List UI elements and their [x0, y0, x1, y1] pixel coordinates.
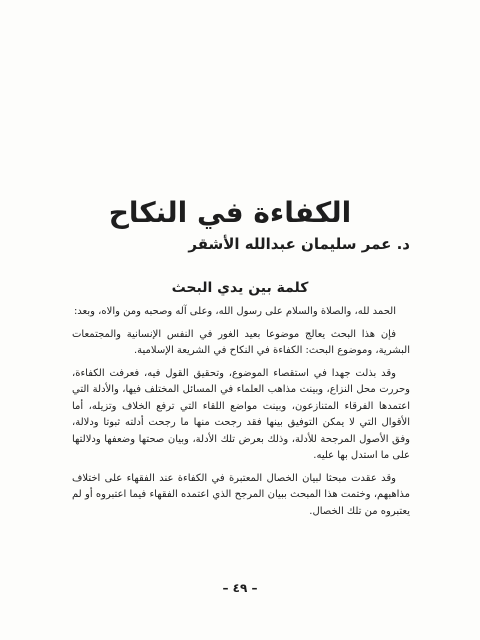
- author-name: د. عمر سليمان عبدالله الأشقر: [188, 235, 410, 253]
- paragraph: الحمد لله، والصلاة والسلام على رسول الله، وعلى آله وصحبه ومن والاه، وبعد:: [73, 306, 396, 317]
- paragraph: وقد عقدت مبحثا لبيان الخصال المعتبرة في الكفاءة عند الفقهاء على اختلاف مذاهبهم، وختمت هذا المبحث ببيان المرجح الذي اعتمده الفقهاء فيما اعتبروه أو لم يعتبروه من تلك الخصال.: [72, 472, 410, 517]
- page-number: – ٤٩ –: [222, 581, 258, 595]
- paragraph: وقد بذلت جهدا في استقصاء الموضوع، وتحقيق القول فيه، فعرفت الكفاءة، وحررت محل النزاع، وبينت مذاهب العلماء في المسائل المختلف فيها، والأدلة التي اعتمدها الفرقاء المتنازعون، وبينت مواضع اللقاء التي ترفع الخلاف وتزيله، أما الأقوال التي لا يمكن التوفيق بينها فقد رجحت منها ما رجحت أدلته ثبوتا ودلالة، وفق الأصول المرجحة للأدلة، وذلك بعرض تلك الأدلة، وبيان صحتها وضعفها ودلالتها على ما استدل بها عليه.: [72, 367, 410, 461]
- section-heading: كلمة بين يدي البحث: [171, 280, 309, 296]
- paragraph: فإن هذا البحث يعالج موضوعا بعيد الغور في النفس الإنسانية والمجتمعات البشرية، وموضوع البحث: الكفاءة في النكاح في الشريعة الإسلامية.: [72, 328, 410, 356]
- article-body: [72, 304, 410, 526]
- article-title: الكفاءة في النكاح: [108, 196, 352, 229]
